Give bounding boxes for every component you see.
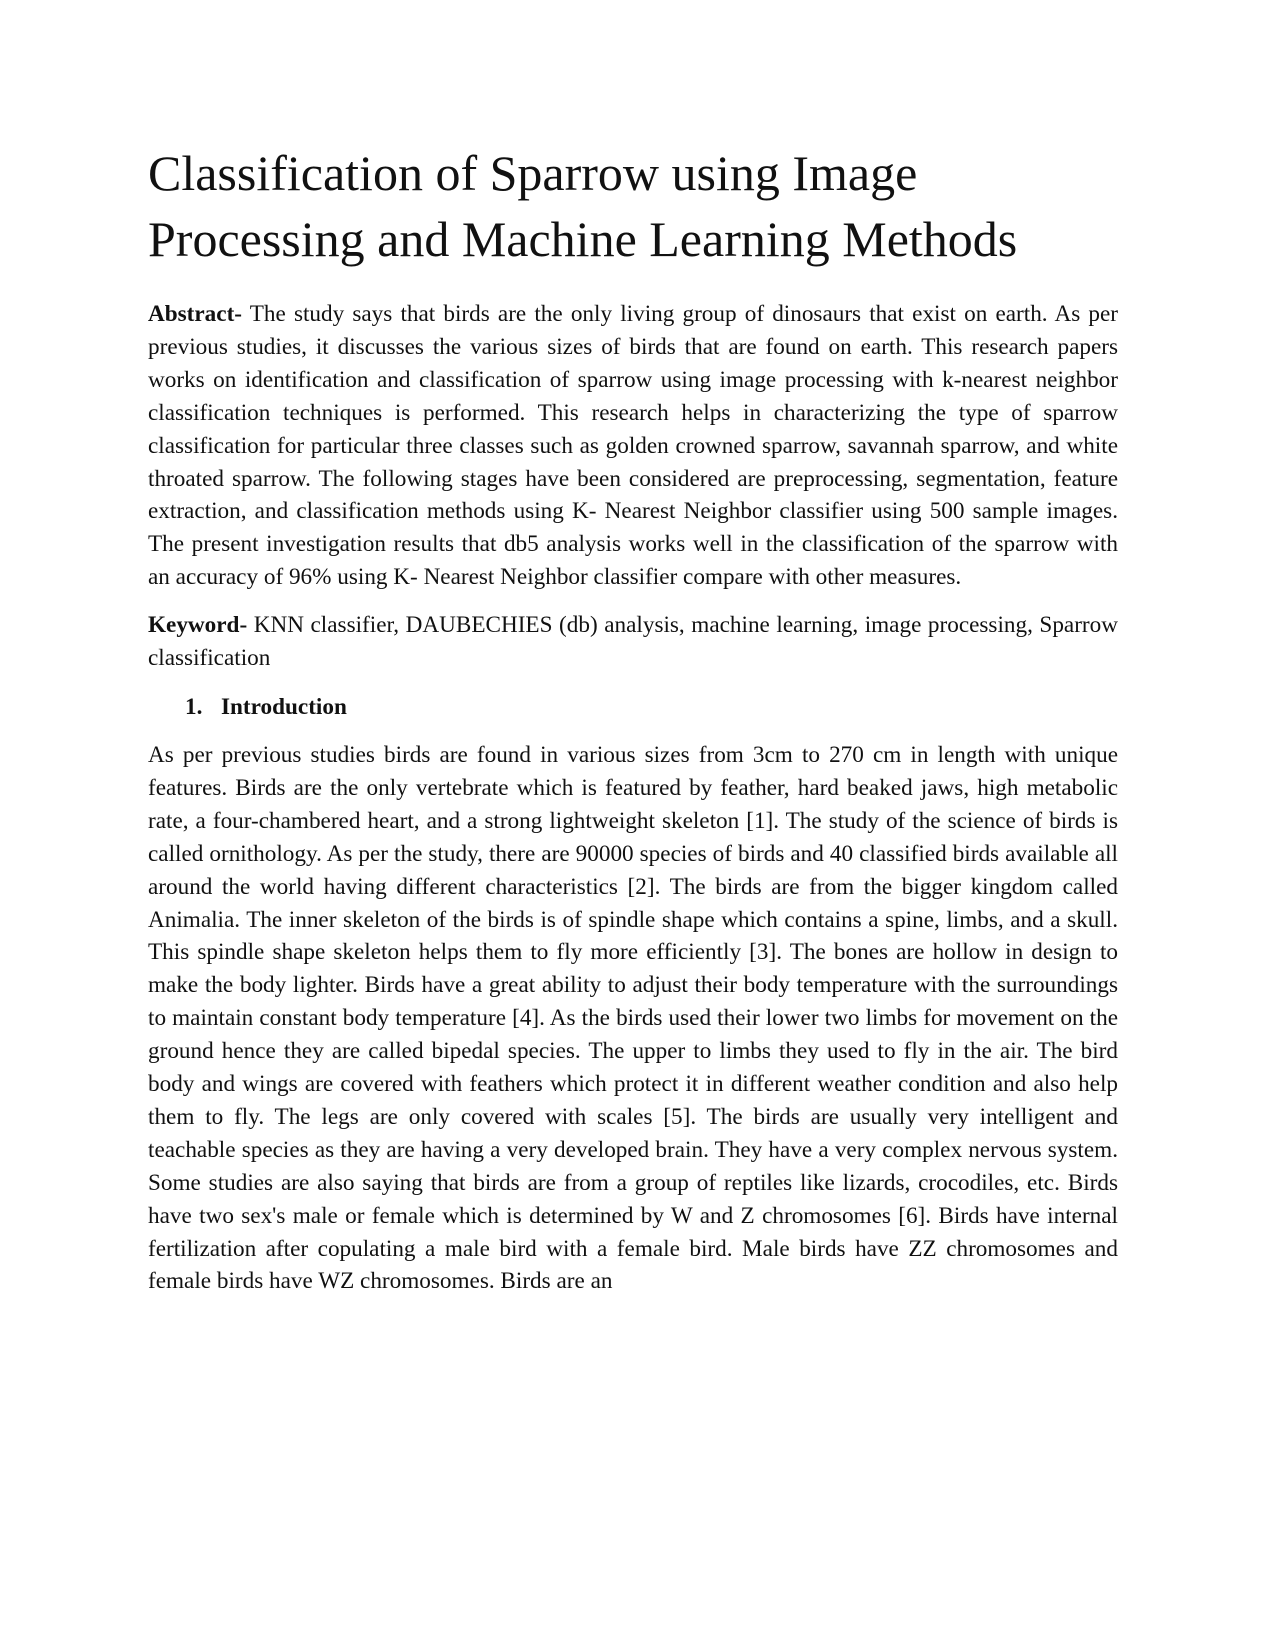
keywords-paragraph [148, 609, 1118, 675]
keywords-text: KNN classifier, DAUBECHIES (db) analysis, machine learning, image processing, Sparrow classification [148, 612, 1118, 672]
introduction-paragraph: As per previous studies birds are found in various sizes from 3cm to 270 cm in length with unique features. Birds are the only vertebrate which is featured by feather, hard beaked jaws, high metabolic rate, a four-chambered heart, and a strong lightweight skeleton [1]. The study of the science of birds is called ornithology. As per the study, there are 90000 species of birds and 40 classified birds available all around the world having different characteristics [2]. The birds are from the bigger kingdom called Animalia. The inner skeleton of the birds is of spindle shape which contains a spine, limbs, and a skull. This spindle shape skeleton helps them to fly more efficiently [3]. The bones are hollow in design to make the body lighter. Birds have a great ability to adjust their body temperature with the surroundings to maintain constant body temperature [4]. As the birds used their lower two limbs for movement on the ground hence they are called bipedal species. The upper to limbs they used to fly in the air. The bird body and wings are covered with feathers which protect it in different weather condition and also help them to fly. The legs are only covered with scales [5]. The birds are usually very intelligent and teachable species as they are having a very developed brain. They have a very complex nervous system. Some studies are also saying that birds are from a group of reptiles like lizards, crocodiles, etc. Birds have two sex's male or female which is determined by W and Z chromosomes [6]. Birds have internal fertilization after copulating a male bird with a female bird. Male birds have ZZ chromosomes and female birds have WZ chromosomes. Birds are an [148, 741, 1118, 1295]
paper-title: Classification of Sparrow using Image Processing and Machine Learning Methods [148, 145, 1018, 267]
section-number: 1. [185, 693, 203, 720]
abstract-label: Abstract- [148, 301, 243, 327]
abstract-text: The study says that birds are the only living group of dinosaurs that exist on earth. As per previous studies, it discusses the various sizes of birds that are found on earth. This research papers works on identification and classification of sparrow using image processing with k-nearest neighbor classification techniques is performed. This research helps in characterizing the type of sparrow classification for particular three classes such as golden crowned sparrow, savannah sparrow, and white throated sparrow. The following stages have been considered are preprocessing, segmentation, feature extraction, and classification methods using K- Nearest Neighbor classifier using 500 sample images. The present investigation results that db5 analysis works well in the classification of the sparrow with an accuracy of 96% using K- Nearest Neighbor classifier compare with other measures. [148, 301, 1118, 591]
keywords-label: Keyword- [148, 612, 248, 639]
section-heading-introduction [148, 691, 1118, 723]
section-title: Introduction [221, 693, 347, 720]
abstract-paragraph [148, 298, 1118, 594]
paper-page [148, 140, 1118, 1298]
